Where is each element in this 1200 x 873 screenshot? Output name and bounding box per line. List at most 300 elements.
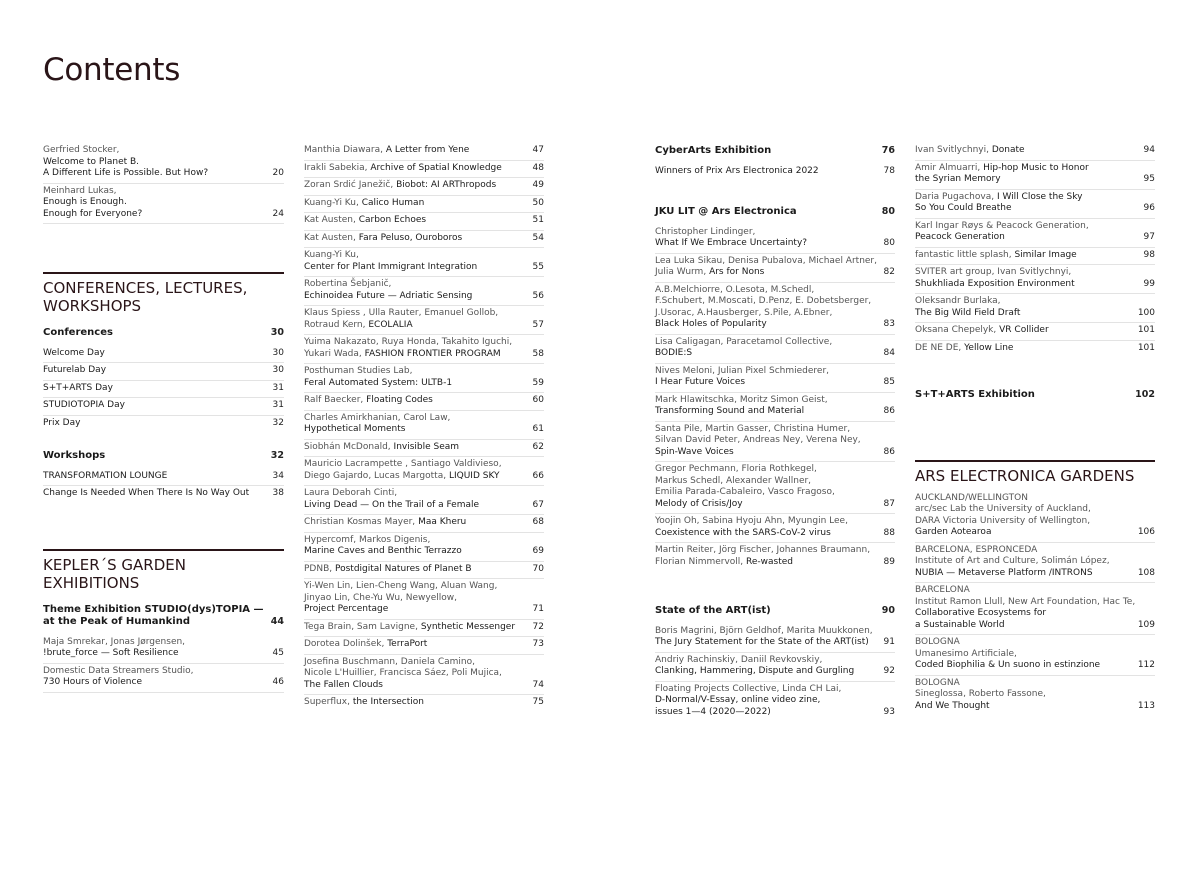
entry-page: 101 <box>1137 325 1155 335</box>
entry-title: So You Could Breathe <box>915 203 1012 213</box>
entry-title: The Fallen Clouds <box>304 679 383 690</box>
entry-author: Charles Amirkhanian, Carol Law, <box>304 412 451 423</box>
entry-line <box>915 250 1137 262</box>
entry-author: Mark Hlawitschka, Moritz Simon Geist, <box>655 394 828 405</box>
entry-line <box>915 163 1137 175</box>
toc-entry[interactable] <box>304 655 544 696</box>
toc-entry[interactable] <box>304 440 544 458</box>
entry-author: Gregor Pechmann, Floria Rothkegel, <box>655 464 817 474</box>
toc-entry[interactable] <box>655 514 895 543</box>
entry-author: Posthuman Studies Lab, <box>304 366 413 376</box>
entry-page: 30 <box>272 365 284 375</box>
entry-page: 88 <box>883 527 895 538</box>
entry-title: Welcome Day <box>43 347 105 358</box>
entry-page: 87 <box>883 498 895 509</box>
entry-page: 75 <box>532 697 544 707</box>
entry-city: BOLOGNA <box>915 677 960 688</box>
toc-entry[interactable] <box>655 364 895 393</box>
subsection-title: S+T+ARTS Exhibition <box>915 389 1035 400</box>
entry-page: 76 <box>881 145 895 156</box>
entry-title: Clanking, Hammering, Dispute and Gurgling <box>655 666 855 676</box>
entry-page: 108 <box>1137 567 1155 578</box>
entry-author: Kat Austen, <box>304 232 356 243</box>
entry-author: Laura Deborah Cinti, <box>304 488 398 498</box>
entry-author: A.B.Melchiorre, O.Lesota, M.Schedl, <box>655 284 815 295</box>
entry-page: 100 <box>1137 307 1155 318</box>
entry-line <box>304 564 526 576</box>
entry-author: SVITER art group, Ivan Svitlychnyi, <box>915 267 1072 277</box>
entry-author: Nives Meloni, Julian Pixel Schmiederer, <box>655 365 830 376</box>
entry-line <box>304 198 526 210</box>
entry-line <box>304 517 526 529</box>
toc-column-2 <box>304 143 544 712</box>
toc-entry[interactable] <box>655 422 895 463</box>
entry-title: Peacock Generation <box>915 232 1005 242</box>
toc-entry[interactable] <box>43 143 284 184</box>
entry-title: Archive of Spatial Knowledge <box>370 162 502 173</box>
entry-page: 72 <box>532 621 544 632</box>
entry-author: J.Usorac, A.Hausberger, S.Pile, A.Ebner, <box>655 307 833 318</box>
entry-page: 67 <box>532 499 544 510</box>
toc-entry[interactable] <box>304 533 544 562</box>
entry-line <box>304 215 526 227</box>
entry-author: Kuang-Yi Ku, <box>304 197 359 208</box>
entry-line <box>655 557 877 569</box>
entry-author: F.Schubert, M.Moscati, D.Penz, E. Dobetsberger, <box>655 296 872 306</box>
toc-entry[interactable] <box>304 695 544 712</box>
entry-line <box>304 395 526 407</box>
entry-page: 51 <box>532 215 544 225</box>
entry-page: 80 <box>881 206 895 217</box>
entry-author: Andriy Rachinskiy, Daniil Revkovskiy, <box>655 654 823 665</box>
subsection-heading[interactable] <box>43 450 284 469</box>
entry-author: Sineglossa, Roberto Fassone, <box>915 689 1046 699</box>
entry-page: 96 <box>1143 203 1155 213</box>
entry-page: 89 <box>883 556 895 567</box>
toc-entry[interactable] <box>304 486 544 515</box>
toc-entry[interactable] <box>915 219 1155 248</box>
entry-author: fantastic little splash, <box>915 249 1012 260</box>
entry-author: Oksana Chepelyk, <box>915 325 997 335</box>
entry-title: Echinoidea Future — Adriatic Sensing <box>304 290 473 301</box>
entry-author: DARA Victoria University of Wellington, <box>915 515 1091 526</box>
toc-entry[interactable] <box>915 491 1155 543</box>
entry-title: Welcome to Planet B. <box>43 156 140 167</box>
entry-title: Enough is Enough. <box>43 197 127 207</box>
entry-author: Floating Projects Collective, Linda CH Lai, <box>655 683 842 694</box>
entry-author: Superflux, <box>304 697 350 707</box>
entry-page: 98 <box>1143 249 1155 260</box>
toc-entry[interactable] <box>304 579 544 620</box>
subsection-heading[interactable] <box>43 327 284 346</box>
entry-page: 70 <box>532 563 544 574</box>
entry-page: 48 <box>532 162 544 173</box>
entry-page: 32 <box>272 417 284 428</box>
entry-line <box>304 442 526 454</box>
entry-title: A Letter from Yene <box>385 145 470 155</box>
toc-entry[interactable] <box>304 515 544 533</box>
entry-page: 20 <box>272 168 284 178</box>
entry-title: VR Collider <box>999 325 1049 335</box>
toc-entry[interactable] <box>655 393 895 422</box>
toc-entry[interactable] <box>43 184 284 225</box>
entry-title: Ars for Nons <box>709 267 765 277</box>
toc-entry[interactable] <box>43 398 284 416</box>
entry-title: I Will Close the Sky <box>996 191 1083 202</box>
toc-entry[interactable] <box>304 213 544 231</box>
entry-page: 58 <box>532 348 544 359</box>
entry-page: 44 <box>270 616 284 627</box>
entry-author: Dorotea Dolinšek, <box>304 639 385 649</box>
entry-author: Hypercomf, Markos Digenis, <box>304 534 431 545</box>
section-title: WORKSHOPS <box>43 297 142 315</box>
toc-entry[interactable] <box>655 254 895 283</box>
entry-title: Maa Kheru <box>418 517 467 527</box>
entry-title: Shukhliada Exposition Environment <box>915 278 1075 289</box>
entry-title: I Hear Future Voices <box>655 377 746 387</box>
entry-page: 30 <box>270 327 284 338</box>
entry-title: !brute_force — Soft Resilience <box>43 648 179 658</box>
entry-title: Postdigital Natures of Planet B <box>335 563 472 574</box>
page-title: Contents <box>43 52 181 88</box>
toc-entry[interactable] <box>915 248 1155 266</box>
entry-author: Christopher Lindinger, <box>655 226 756 237</box>
entry-title: Melody of Crisis/Joy <box>655 498 743 509</box>
entry-title: TerraPort <box>387 639 428 649</box>
section-conferences <box>43 272 284 315</box>
entry-title: Invisible Seam <box>393 441 460 452</box>
entry-page: 86 <box>883 406 895 416</box>
subsection-title: Workshops <box>43 450 106 461</box>
entry-author: Umanesimo Artificiale, <box>915 648 1017 659</box>
entry-page: 38 <box>272 488 284 498</box>
toc-entry[interactable] <box>304 335 544 364</box>
entry-page: 91 <box>883 637 895 647</box>
entry-title: Calico Human <box>361 197 425 208</box>
entry-page: 97 <box>1143 232 1155 242</box>
entry-title: Carbon Echoes <box>358 215 427 225</box>
entry-author: arc/sec Lab the University of Auckland, <box>915 504 1091 514</box>
entry-author: Karl Ingar Røys & Peacock Generation, <box>915 220 1089 231</box>
toc-entry[interactable] <box>304 306 544 335</box>
entry-author: DE NE DE, <box>915 342 962 353</box>
entry-page: 85 <box>883 377 895 387</box>
toc-entry[interactable] <box>915 323 1155 341</box>
entry-line <box>915 343 1137 355</box>
toc-entry[interactable] <box>43 469 284 487</box>
entry-page: 84 <box>883 348 895 358</box>
entry-author: Meinhard Lukas, <box>43 185 117 196</box>
toc-entry[interactable] <box>915 190 1155 219</box>
entry-author: Boris Magrini, Björn Geldhof, Marita Muukkonen, <box>655 625 873 636</box>
entry-author: Julia Wurm, <box>655 267 707 277</box>
section-kepler <box>43 549 284 592</box>
toc-entry[interactable] <box>43 363 284 381</box>
toc-entry[interactable] <box>43 664 284 693</box>
entry-title: issues 1—4 (2020—2022) <box>655 706 771 717</box>
entry-title: Yellow Line <box>964 342 1014 353</box>
entry-title: Black Holes of Popularity <box>655 319 767 329</box>
toc-entry[interactable] <box>655 682 895 722</box>
entry-title: Similar Image <box>1014 249 1077 260</box>
subsection-heading[interactable] <box>655 605 895 624</box>
toc-entry[interactable] <box>915 543 1155 584</box>
entry-page: 78 <box>883 165 895 176</box>
entry-city: BOLOGNA <box>915 637 960 647</box>
entry-author: Oleksandr Burlaka, <box>915 296 1001 306</box>
entry-author: Mauricio Lacrampette , Santiago Valdivieso, <box>304 459 502 469</box>
entry-title: Biobot: AI ARThropods <box>396 180 497 190</box>
entry-page: 71 <box>532 604 544 614</box>
entry-title: BODIE:S <box>655 348 693 358</box>
entry-page: 102 <box>1135 389 1155 400</box>
entry-title: And We Thought <box>915 700 990 711</box>
entry-page: 69 <box>532 546 544 556</box>
entry-page: 68 <box>532 517 544 527</box>
entry-title: Synthetic Messenger <box>420 621 516 632</box>
toc-column-3 <box>655 143 895 721</box>
entry-author: Ralf Baecker, <box>304 395 364 405</box>
entry-author: Rotraud Kern, <box>304 319 366 330</box>
entry-title: Re-wasted <box>746 556 794 567</box>
entry-line <box>304 163 526 175</box>
entry-author: Amir Almuarri, <box>915 162 981 173</box>
toc-entry[interactable] <box>655 225 895 254</box>
entry-city: BARCELONA, ESPRONCEDA <box>915 544 1038 555</box>
entry-title: Change Is Needed When There Is No Way Out <box>43 488 250 498</box>
subsection-heading[interactable] <box>655 143 895 164</box>
toc-entry[interactable] <box>655 543 895 571</box>
toc-entry[interactable] <box>304 364 544 393</box>
entry-author: Markus Schedl, Alexander Wallner, <box>655 475 812 486</box>
entry-page: 46 <box>272 677 284 687</box>
entry-page: 90 <box>881 605 895 616</box>
entry-author: Christian Kosmas Mayer, <box>304 517 416 527</box>
entry-author: Diego Gajardo, Lucas Margotta, <box>304 470 447 481</box>
entry-page: 54 <box>532 232 544 243</box>
entry-author: Yuima Nakazato, Ruya Honda, Takahito Iguchi, <box>304 337 513 347</box>
entry-title: Enough for Everyone? <box>43 208 143 219</box>
toc-entry[interactable] <box>304 411 544 440</box>
section-title: EXHIBITIONS <box>43 573 140 592</box>
entry-author: Ivan Svitlychnyi, <box>915 145 989 155</box>
entry-page: 60 <box>532 395 544 405</box>
toc-entry[interactable] <box>304 231 544 249</box>
entry-page: 112 <box>1137 660 1155 670</box>
entry-author: Nicole L'Huillier, Francisca Sáez, Poli Mujica, <box>304 668 502 678</box>
entry-page: 66 <box>532 470 544 481</box>
entry-page: 95 <box>1143 174 1155 184</box>
entry-page: 57 <box>532 319 544 330</box>
entry-title: Hip-hop Music to Honor <box>983 162 1089 173</box>
entry-title: S+T+ARTS Day <box>43 382 113 393</box>
entry-line <box>304 697 526 709</box>
entry-author: Yi-Wen Lin, Lien-Cheng Wang, Aluan Wang, <box>304 581 498 591</box>
entry-title: Marine Caves and Benthic Terrazzo <box>304 546 462 556</box>
entry-title: a Sustainable World <box>915 619 1005 630</box>
toc-entry[interactable] <box>655 462 895 514</box>
entry-title: LIQUID SKY <box>448 470 500 481</box>
entry-page: 32 <box>270 450 284 461</box>
toc-entry[interactable] <box>915 676 1155 716</box>
toc-entry[interactable] <box>43 635 284 664</box>
entry-author: PDNB, <box>304 563 333 574</box>
toc-entry[interactable] <box>43 346 284 364</box>
entry-page: 101 <box>1137 342 1155 353</box>
entry-author: Silvan David Peter, Andreas Ney, Verena Ney, <box>655 435 861 445</box>
entry-title: Winners of Prix Ars Electronica 2022 <box>655 165 819 176</box>
entry-page: 106 <box>1137 527 1155 537</box>
toc-entry[interactable] <box>304 277 544 306</box>
entry-author: Institut Ramon Llull, New Art Foundation, Hac Te, <box>915 596 1136 607</box>
subsection-title: Theme Exhibition STUDIO(dys)TOPIA — <box>43 603 264 615</box>
toc-entry[interactable] <box>655 653 895 682</box>
entry-author: Kuang-Yi Ku, <box>304 250 359 260</box>
entry-title: Fara Peluso, Ouroboros <box>358 232 463 243</box>
entry-title: ECOLALIA <box>368 319 413 330</box>
entry-page: 92 <box>883 666 895 676</box>
toc-entry[interactable] <box>304 196 544 214</box>
entry-author: Irakli Sabekia, <box>304 162 368 173</box>
entry-title: Living Dead — On the Trail of a Female <box>304 499 480 510</box>
entry-author: Institute of Art and Culture, Solimán López, <box>915 556 1110 566</box>
toc-entry[interactable] <box>915 341 1155 358</box>
toc-entry[interactable] <box>304 620 544 638</box>
section-title: ARS ELECTRONICA GARDENS <box>915 466 1135 485</box>
entry-title: Floating Codes <box>366 395 433 405</box>
entry-title: What If We Embrace Uncertainty? <box>655 238 808 248</box>
entry-line <box>655 267 877 279</box>
toc-entry[interactable] <box>304 562 544 580</box>
toc-entry[interactable] <box>915 161 1155 190</box>
toc-entry[interactable] <box>655 283 895 335</box>
entry-title: the Syrian Memory <box>915 174 1001 184</box>
toc-entry[interactable] <box>915 265 1155 294</box>
entry-page: 82 <box>883 267 895 277</box>
entry-author: Yukari Wada, <box>304 348 362 359</box>
entry-line <box>304 233 526 245</box>
toc-entry[interactable] <box>304 393 544 411</box>
entry-author: Robertina Šebjanič, <box>304 279 392 289</box>
entry-page: 62 <box>532 441 544 452</box>
toc-entry[interactable] <box>915 583 1155 635</box>
entry-line <box>304 320 526 332</box>
toc-entry[interactable] <box>915 143 1155 161</box>
entry-title: Spin-Wave Voices <box>655 446 734 457</box>
entry-page: 94 <box>1143 145 1155 155</box>
toc-entry[interactable] <box>655 624 895 653</box>
toc-entry[interactable] <box>304 457 544 486</box>
entry-title: Feral Automated System: ULTB-1 <box>304 377 453 388</box>
entry-line <box>915 325 1137 337</box>
entry-line <box>915 192 1137 204</box>
toc-entry[interactable] <box>304 178 544 196</box>
entry-city: AUCKLAND/WELLINGTON <box>915 492 1028 503</box>
toc-entry[interactable] <box>43 416 284 433</box>
toc-entry[interactable] <box>43 381 284 399</box>
entry-title: TRANSFORMATION LOUNGE <box>43 470 168 481</box>
toc-entry[interactable] <box>915 635 1155 676</box>
toc-entry[interactable] <box>43 486 284 503</box>
subsection-title: State of the ART(ist) <box>655 605 771 616</box>
entry-title: Coded Biophilia & Un suono in estinzione <box>915 660 1101 670</box>
entry-author: Emilia Parada-Cabaleiro, Vasco Fragoso, <box>655 487 835 497</box>
toc-entry[interactable] <box>915 294 1155 323</box>
entry-title: The Big Wild Field Draft <box>915 307 1021 318</box>
entry-page: 61 <box>532 424 544 434</box>
entry-title: the Intersection <box>352 697 424 707</box>
entry-author: Daria Pugachova, <box>915 191 995 202</box>
entry-line <box>915 145 1137 157</box>
entry-author: Josefina Buschmann, Daniela Camino, <box>304 656 475 667</box>
entry-title: STUDIOTOPIA Day <box>43 400 125 410</box>
subsection-title: at the Peak of Humankind <box>43 616 190 627</box>
entry-author: Lea Luka Sikau, Denisa Pubalova, Michael Artner, <box>655 255 877 266</box>
entry-title: 730 Hours of Violence <box>43 677 142 687</box>
entry-title: Transforming Sound and Material <box>655 406 805 416</box>
entry-author: Tega Brain, Sam Lavigne, <box>304 621 418 632</box>
toc-entry[interactable] <box>655 164 895 181</box>
entry-page: 86 <box>883 446 895 457</box>
entry-page: 93 <box>883 706 895 717</box>
entry-title: Prix Day <box>43 417 81 428</box>
entry-line <box>304 349 526 361</box>
entry-page: 47 <box>532 145 544 155</box>
toc-entry[interactable] <box>655 335 895 364</box>
subsection-heading[interactable] <box>915 389 1155 408</box>
entry-author: Siobhán McDonald, <box>304 441 391 452</box>
entry-page: 31 <box>272 400 284 410</box>
entry-page: 74 <box>532 679 544 690</box>
entry-page: 50 <box>532 197 544 208</box>
entry-page: 80 <box>883 238 895 248</box>
entry-author: Gerfried Stocker, <box>43 145 120 155</box>
entry-author: Jinyao Lin, Che-Yu Wu, Newyellow, <box>304 592 457 603</box>
entry-title: D-Normal/V-Essay, online video zine, <box>655 695 821 705</box>
toc-entry[interactable] <box>304 161 544 179</box>
section-title: CONFERENCES, LECTURES, <box>43 279 248 297</box>
entry-author: Kat Austen, <box>304 215 356 225</box>
toc-entry[interactable] <box>304 248 544 277</box>
entry-page: 45 <box>272 648 284 658</box>
entry-title: Futurelab Day <box>43 365 107 375</box>
entry-title: NUBIA — Metaverse Platform /INTRONS <box>915 567 1093 578</box>
entry-author: Florian Nimmervoll, <box>655 556 744 567</box>
entry-author: Maja Smrekar, Jonas Jørgensen, <box>43 636 186 647</box>
entry-title: Project Percentage <box>304 604 389 614</box>
entry-author: Zoran Srdić Janežič, <box>304 180 394 190</box>
section-title: KEPLER´S GARDEN <box>43 555 186 574</box>
entry-author: Domestic Data Streamers Studio, <box>43 665 194 676</box>
entry-author: Santa Pile, Martin Gasser, Christina Humer, <box>655 423 851 434</box>
toc-entry[interactable] <box>304 143 544 161</box>
entry-line <box>304 622 526 634</box>
entry-page: 49 <box>532 180 544 190</box>
entry-page: 59 <box>532 377 544 388</box>
entry-author: Lisa Caligagan, Paracetamol Collective, <box>655 336 833 347</box>
entry-line <box>304 145 526 157</box>
entry-title: The Jury Statement for the State of the ART(ist) <box>655 637 869 647</box>
subsection-heading[interactable] <box>655 206 895 225</box>
entry-page: 113 <box>1137 700 1155 711</box>
subsection-heading[interactable] <box>43 604 284 635</box>
entry-title: Garden Aotearoa <box>915 527 992 537</box>
toc-entry[interactable] <box>304 637 544 655</box>
entry-line <box>304 639 526 651</box>
toc-column-1 <box>43 143 284 693</box>
entry-page: 55 <box>532 261 544 272</box>
entry-page: 83 <box>883 319 895 329</box>
